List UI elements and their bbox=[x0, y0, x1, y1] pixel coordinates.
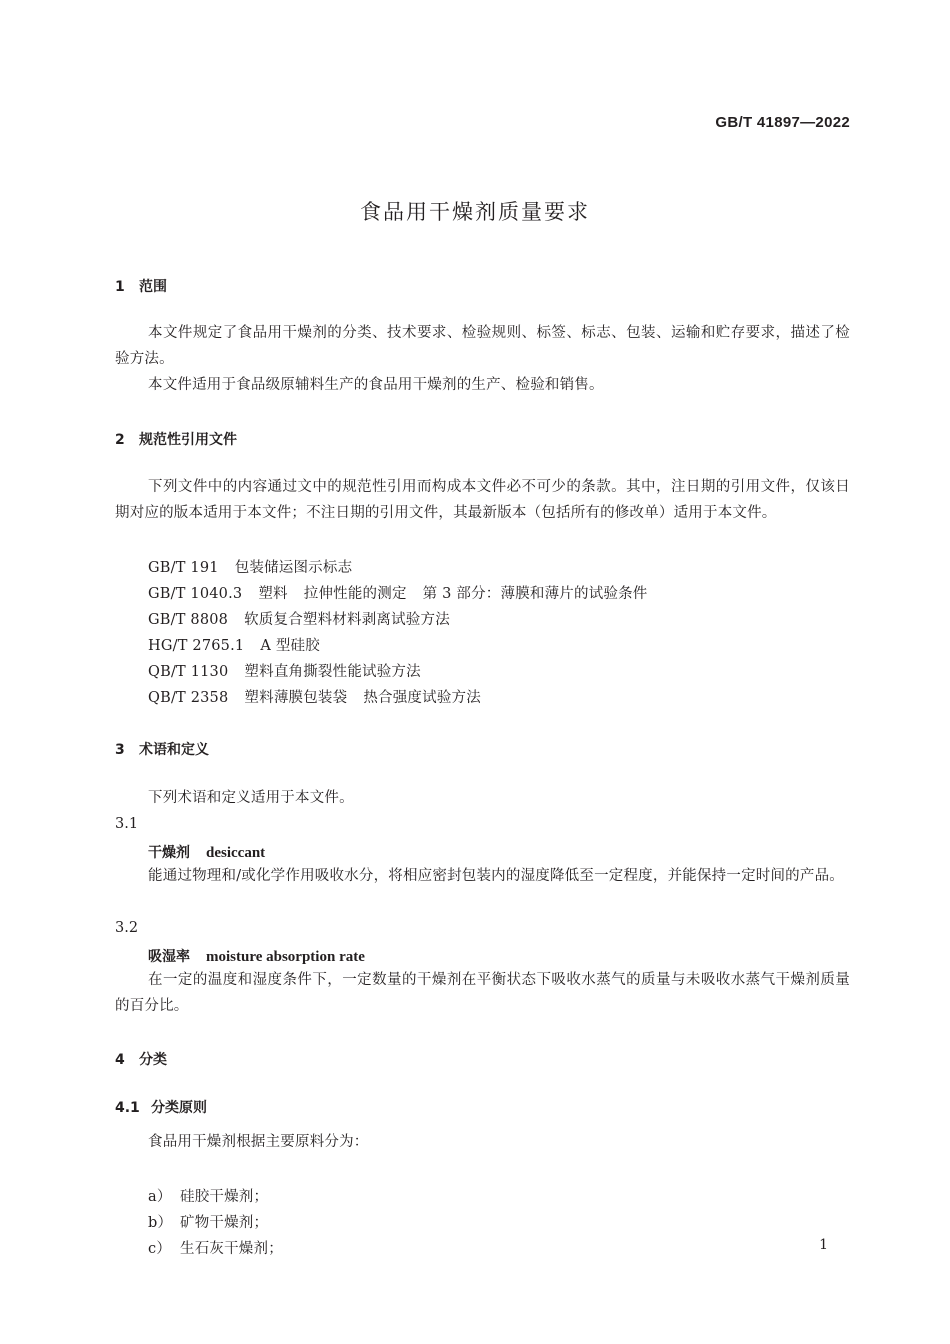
section-2-heading bbox=[115, 429, 237, 449]
list-text: 矿物干燥剂； bbox=[180, 1215, 269, 1231]
section-number: 3 bbox=[115, 742, 125, 758]
paragraph: 食品用干燥剂根据主要原料分为： bbox=[148, 1134, 369, 1150]
term-definition: 能通过物理和/或化学作用吸收水分，将相应密封包装内的湿度降低至一定程度，并能保持一定时间的产品。 bbox=[148, 868, 844, 884]
paragraph: 本文件适用于食品级原辅料生产的食品用干燥剂的生产、检验和销售。 bbox=[148, 377, 604, 393]
reference-code: GB/T 8808 bbox=[148, 612, 229, 628]
reference-subtitle: 热合强度试验方法 bbox=[363, 690, 481, 706]
reference-item bbox=[148, 686, 481, 707]
reference-item bbox=[148, 608, 450, 629]
section-3-heading bbox=[115, 739, 209, 759]
paragraph: 下列术语和定义适用于本文件。 bbox=[148, 790, 354, 806]
subsection-title: 分类原则 bbox=[151, 1100, 207, 1116]
list-text: 硅胶干燥剂； bbox=[180, 1189, 269, 1205]
list-marker: c） bbox=[148, 1241, 172, 1257]
subsection-4-1-heading bbox=[115, 1097, 207, 1117]
list-item bbox=[148, 1211, 268, 1232]
reference-title: 包装储运图示标志 bbox=[234, 560, 353, 576]
reference-part: 第 3 部分：薄膜和薄片的试验条件 bbox=[422, 586, 648, 602]
reference-subtitle: 拉伸性能的测定 bbox=[303, 586, 407, 602]
standard-number: GB/T 41897—2022 bbox=[715, 114, 850, 131]
reference-item bbox=[148, 660, 421, 681]
term-en: desiccant bbox=[206, 845, 266, 861]
section-number: 4 bbox=[115, 1052, 125, 1068]
reference-code: QB/T 1130 bbox=[148, 664, 229, 680]
reference-item bbox=[148, 556, 352, 577]
section-number: 1 bbox=[115, 279, 125, 295]
section-title: 分类 bbox=[139, 1052, 167, 1068]
reference-code: HG/T 2765.1 bbox=[148, 638, 245, 654]
section-4-heading bbox=[115, 1049, 167, 1069]
term-entry bbox=[148, 842, 265, 862]
list-item bbox=[148, 1237, 283, 1258]
list-marker: a） bbox=[148, 1189, 172, 1205]
reference-title: 塑料薄膜包装袋 bbox=[244, 690, 348, 706]
term-definition: 在一定的温度和湿度条件下，一定数量的干燥剂在平衡状态下吸收水蒸气的质量与未吸收水蒸气干燥剂质量的百分比。 bbox=[115, 972, 850, 1014]
section-title: 术语和定义 bbox=[139, 742, 209, 758]
section-number: 2 bbox=[115, 432, 125, 448]
paragraph: 本文件规定了食品用干燥剂的分类、技术要求、检验规则、标签、标志、包装、运输和贮存要求，描述了检验方法。 bbox=[115, 325, 850, 367]
section-1-heading bbox=[115, 276, 167, 296]
subsection-number: 4.1 bbox=[115, 1100, 140, 1116]
list-marker: b） bbox=[148, 1215, 173, 1231]
term-zh: 吸湿率 bbox=[148, 949, 190, 965]
reference-code: QB/T 2358 bbox=[148, 690, 229, 706]
reference-item bbox=[148, 634, 320, 655]
reference-title: A 型硅胶 bbox=[260, 638, 320, 654]
reference-title: 塑料直角撕裂性能试验方法 bbox=[244, 664, 421, 680]
term-zh: 干燥剂 bbox=[148, 845, 190, 861]
reference-title: 塑料 bbox=[258, 586, 288, 602]
term-number: 3.1 bbox=[115, 816, 139, 832]
term-en: moisture absorption rate bbox=[206, 949, 365, 965]
reference-code: GB/T 1040.3 bbox=[148, 586, 243, 602]
document-title: 食品用干燥剂质量要求 bbox=[360, 200, 590, 224]
list-text: 生石灰干燥剂； bbox=[180, 1241, 283, 1257]
list-item bbox=[148, 1185, 268, 1206]
reference-item bbox=[148, 582, 648, 603]
reference-title: 软质复合塑料材料剥离试验方法 bbox=[244, 612, 450, 628]
term-number: 3.2 bbox=[115, 920, 139, 936]
page-number: 1 bbox=[819, 1237, 828, 1253]
term-entry bbox=[148, 946, 365, 966]
section-title: 范围 bbox=[139, 279, 167, 295]
reference-code: GB/T 191 bbox=[148, 560, 219, 576]
paragraph: 下列文件中的内容通过文中的规范性引用而构成本文件必不可少的条款。其中，注日期的引用文件，仅该日期对应的版本适用于本文件；不注日期的引用文件，其最新版本（包括所有的修改单）适用于本文件。 bbox=[115, 479, 850, 521]
section-title: 规范性引用文件 bbox=[139, 432, 237, 448]
